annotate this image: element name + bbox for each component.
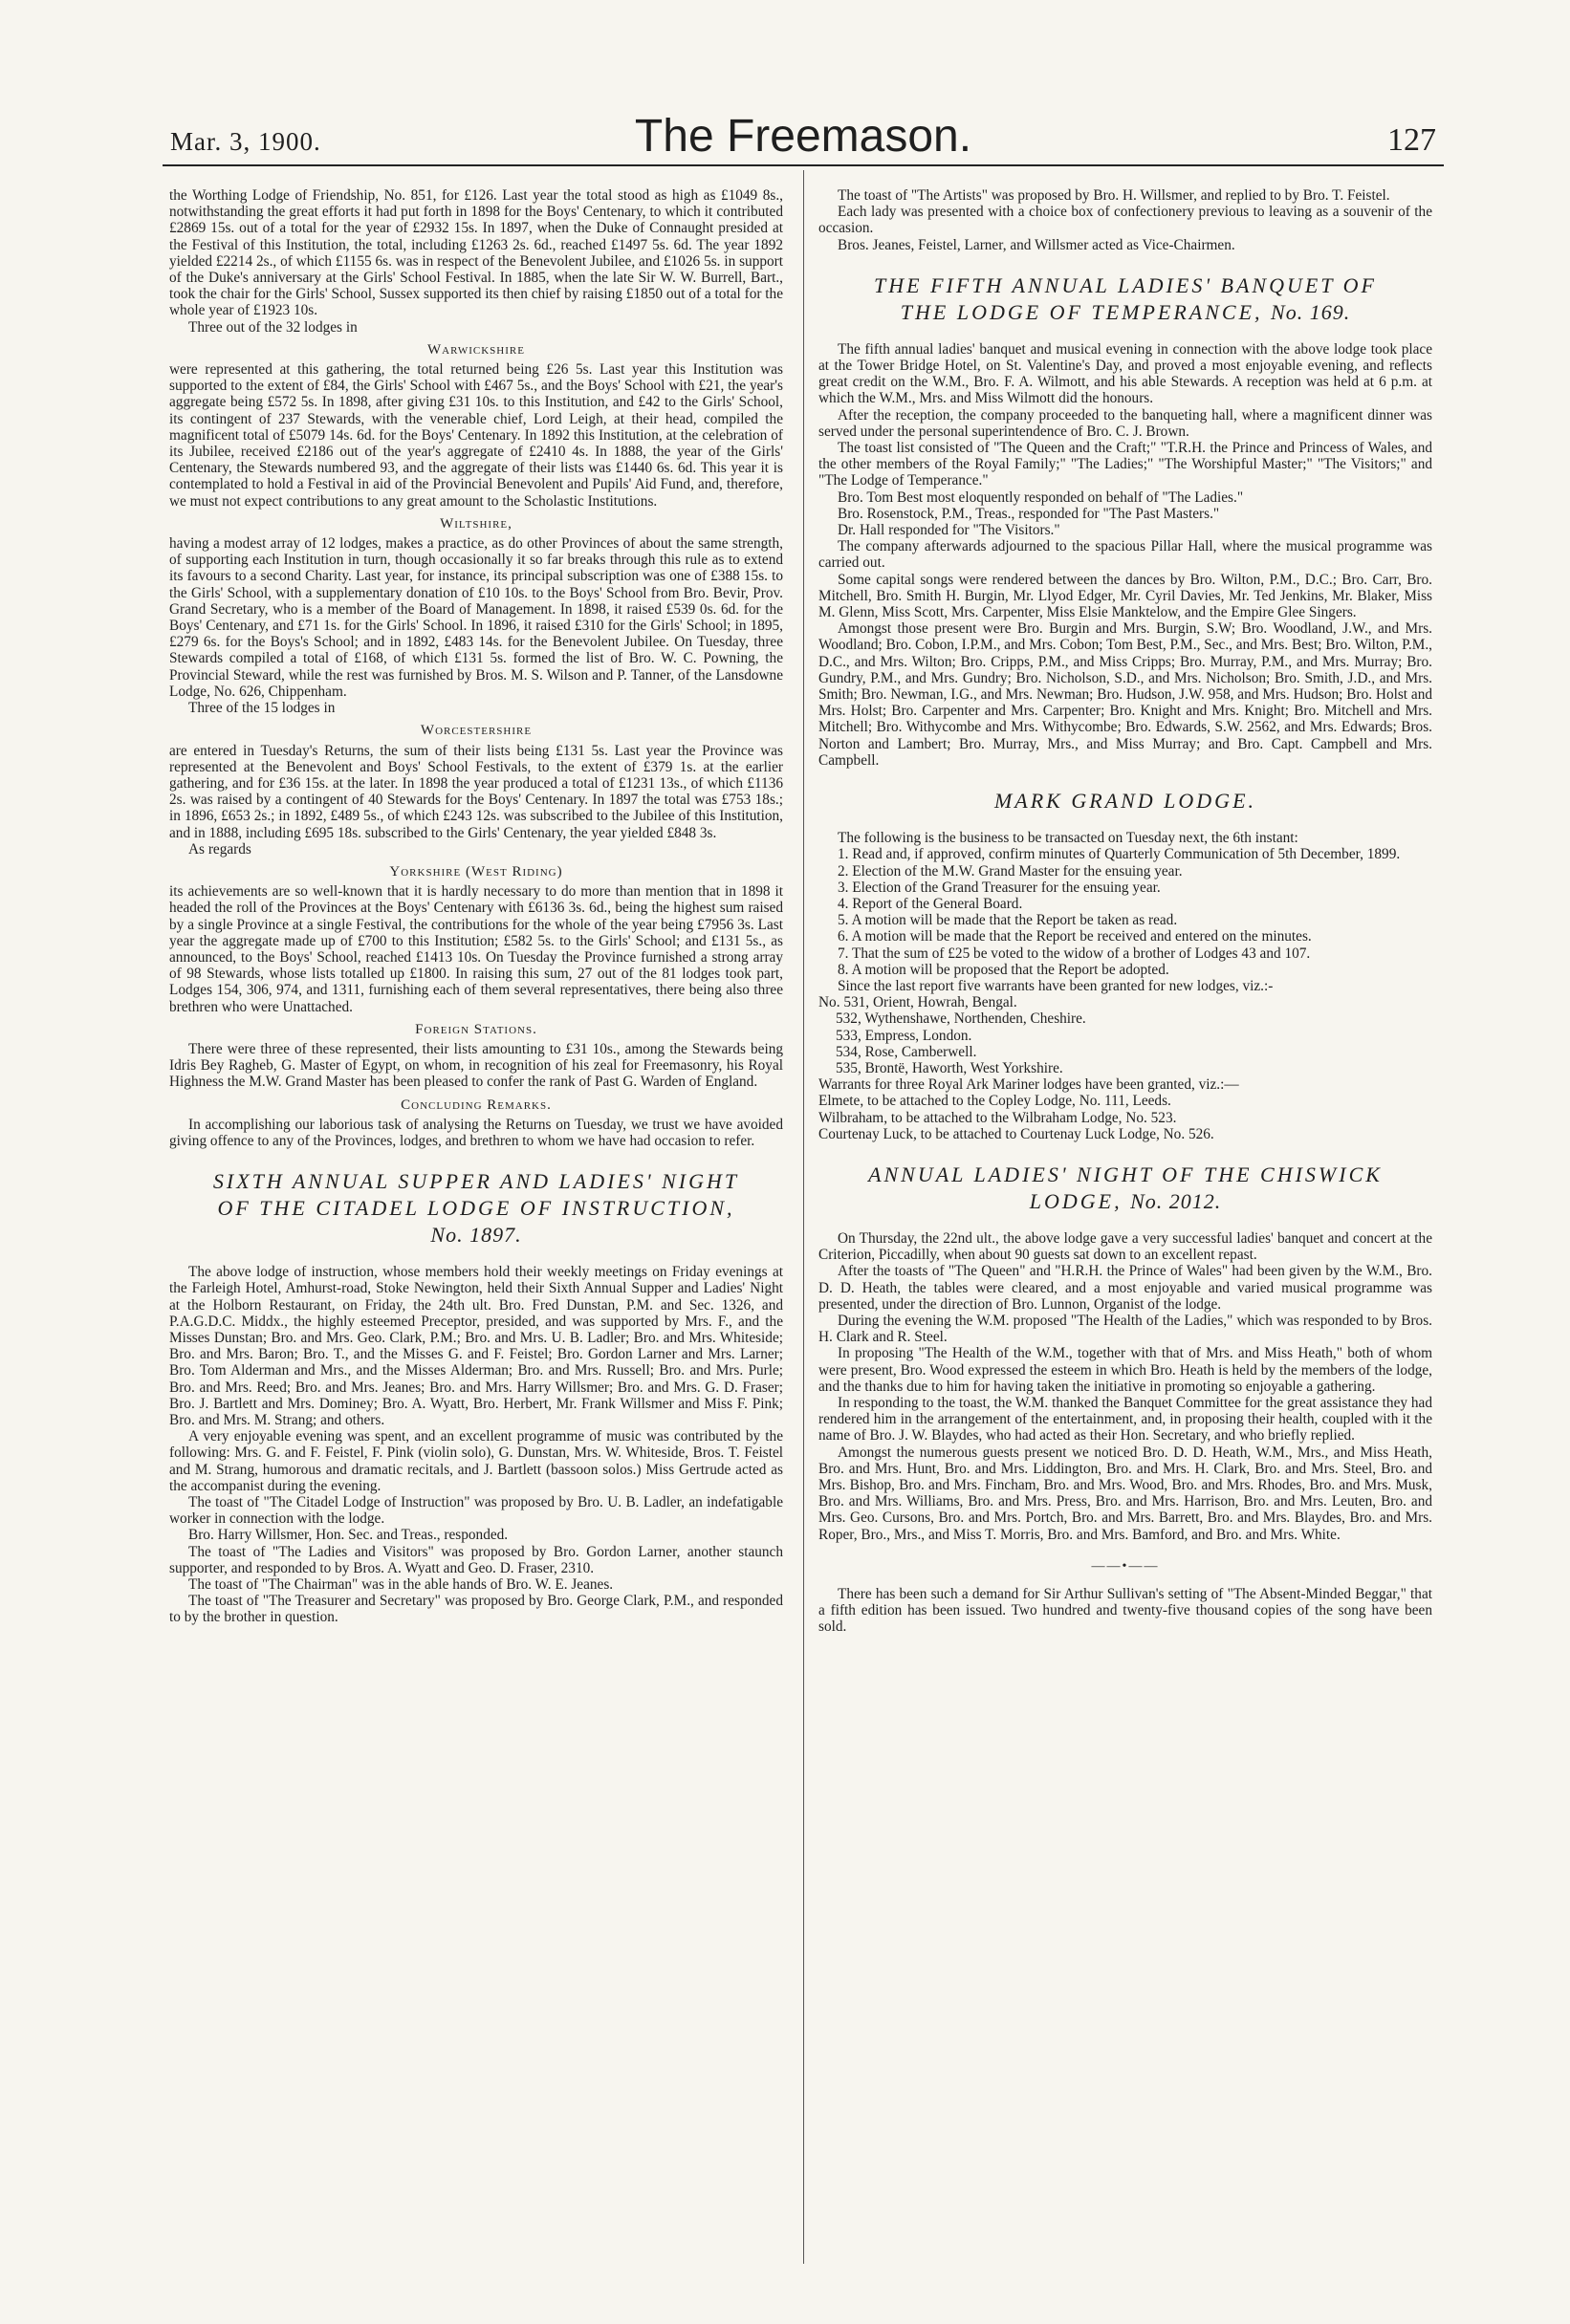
paragraph: Some capital songs were rendered between the dances by Bro. Wilton, P.M., D.C.; Bro. Carr, Bro. Mitchell, Bro. Smith H. Burgin, Mr. Llyod Edger, Mr. Cyril Davies, Mr. Ted Jenkins, Mr. Blaker, Miss M. Glenn, Miss Scott, Mrs. Carpenter, Miss Elsie Manktelow, and the Empire Glee Singers. [818,571,1432,621]
paragraph: A very enjoyable evening was spent, and an excellent programme of music was contributed by the following: Mrs. G. and F. Feistel, F. Pink (violin solo), G. Dunstan, Mrs. W. Whiteside, Bros. T. Feistel and M. Strang, humorous and dramatic recitals, and J. Bartlett (bassoon solos.) Miss Gertrude acted as the accompanist during the evening. [169,1428,783,1494]
heading-line: No. 1897. [430,1223,522,1248]
newspaper-title: The Freemason. [634,111,972,162]
paragraph: the Worthing Lodge of Friendship, No. 851, for £126. Last year the total stood as high as £1049 8s., notwithstanding the great efforts it had put forth in 1898 for the Boys' Centenary, to which it contributed £2869 15s. out of a total for the year of £2932 15s. In 1897, when the Duke of Connaught presided at the Festival of this Institution, the total, including £1263 2s. 6d., reached £1497 5s. 6d. The year 1892 yielded £2214 2s., of which £1155 6s. was in respect of the Benevolent Jubilee, and £1026 5s. in support of the Duke's anniversary at the Girls' School Festival. In 1885, when the late Sir W. W. Burrell, Bart., took the chair for the Girls' School, Sussex supported its then chief by raising £1850 out of a total for the whole year of £1923 10s. [169,187,783,319]
left-column [169,187,783,1626]
masthead-rule [163,164,1444,166]
paragraph: In accomplishing our laborious task of analysing the Returns on Tuesday, we trust we have avoided giving offence to any of the Provinces, lodges, and brethren to whom we have had occasion to refer. [169,1116,783,1149]
list-item: 7. That the sum of £25 be voted to the widow of a brother of Lodges 43 and 107. [838,945,1311,962]
heading-line: THE FIFTH ANNUAL LADIES' BANQUET OF [874,272,1377,297]
paragraph: The company afterwards adjourned to the spacious Pillar Hall, where the musical programme was carried out. [818,538,1432,572]
article-heading-citadel-lodge [169,1168,783,1249]
paragraph: After the toasts of "The Queen" and "H.R.H. the Prince of Wales" had been given by the W.M., Bro. D. D. Heath, the tables were cleared, and a most enjoyable and varied musical programme was presented, under the direction of Bro. Lunnon, Organist of the lodge. [818,1263,1432,1313]
subheading-foreign-stations: Foreign Stations. [415,1021,537,1037]
warrant-item: 535, Brontë, Haworth, West Yorkshire. [836,1059,1063,1076]
list-item: 8. A motion will be proposed that the Report be adopted. [838,961,1169,978]
paragraph: The fifth annual ladies' banquet and musical evening in connection with the above lodge took place at the Tower Bridge Hotel, on St. Valentine's Day, and proved a most enjoyable evening, and reflects great credit on the W.M., Bro. F. A. Wilmott, and his able Stewards. A reception was held at 6 p.m. at which the W.M., Mrs. and Miss Wilmott did the honours. [818,340,1432,407]
paragraph: As regards [188,840,251,858]
heading-line: SIXTH ANNUAL SUPPER AND LADIES' NIGHT [212,1169,740,1194]
list-item: 6. A motion will be made that the Report be received and entered on the minutes. [838,928,1312,945]
warrant-item: 532, Wythenshawe, Northenden, Cheshire. [836,1010,1086,1028]
heading-line [818,299,1432,326]
paragraph: Bros. Jeanes, Feistel, Larner, and Willsmer acted as Vice-Chairmen. [838,236,1235,253]
paragraph: The above lodge of instruction, whose members hold their weekly meetings on Friday evenings at the Farleigh Hotel, Amhurst-road, Stoke Newington, held their Sixth Annual Supper and Ladies' Night at the Holborn Restaurant, on Friday, the 24th ult. Bro. Fred Dunstan, P.M. and Sec. 1326, and P.A.G.D.C. Middx., the highly esteemed Preceptor, presided, and was supported by Mrs. F., and the Misses Dunstan; Bro. and Mrs. Geo. Clark, P.M.; Bro. and Mrs. U. B. Ladler; Bro. and Mrs. Whiteside; Bro. and Mrs. Baron; Bro. T., and the Misses G. and F. Feistel; Bro. Gordon Larner and Mrs. Larner; Bro. Tom Alderman and Mrs., and the Misses Alderman; Bro. and Mrs. Russell; Bro. and Mrs. Purle; Bro. and Mrs. Reed; Bro. and Mrs. Jeanes; Bro. and Mrs. Harry Willsmer; Bro. and Mrs. G. D. Fraser; Bro. J. Bartlett and Mrs. Dominey; Bro. A. Wyatt, Bro. Herbert, Mr. Frank Willsmer and Miss F. Pink; Bro. and Mrs. M. Strang; and others. [169,1264,783,1428]
list-item: 5. A motion will be made that the Report be taken as read. [838,912,1178,929]
subheading-yorkshire: Yorkshire (West Riding) [389,863,563,880]
paragraph: The toast of "The Chairman" was in the able hands of Bro. W. E. Jeanes. [188,1576,614,1594]
paragraph: Amongst those present were Bro. Burgin and Mrs. Burgin, S.W; Bro. Woodland, J.W., and Mrs. Woodland; Bro. Cobon, I.P.M., and Mrs. Cobon; Tom Best, P.M., Sec., and Mrs. Best; Bro. Wilton, P.M., D.C., and Mrs. Wilton; Bro. Cripps, P.M., and Miss Cripps; Bro. Murray, P.M., and Mrs. Murray; Bro. Gundry, P.M., and Mrs. Gundry; Bro. Nicholson, S.D., and Mrs. Nicholson; Bro. Smith, J.D., and Mrs. Smith; Bro. Newman, I.G., and Mrs. Newman; Bro. Hudson, J.W. 958, and Mrs. Hudson; Bro. Holst and Mrs. Holst; Bro. Carpenter and Mrs. Carpenter; Bro. Knight and Mrs. Knight; Bro. Mitchell and Mrs. Mitchell; Bro. Withycombe and Mrs. Withycombe; Bro. Edwards, S.W. 2562, and Mrs. Edwards; Bros. Norton and Lambert; Bro. Murray, Mrs., and Miss Murray; and Bro. Capt. Campbell and Mrs. Campbell. [818,620,1432,769]
paragraph: Warrants for three Royal Ark Mariner lodges have been granted, viz.:— [818,1076,1239,1094]
warrant-item: 534, Rose, Camberwell. [836,1043,977,1060]
article-heading-lodge-of-temperance [818,272,1432,326]
paragraph: After the reception, the company proceeded to the banqueting hall, where a magnificent dinner was served under the personal superintendence of Bro. C. J. Brown. [818,406,1432,440]
paragraph: During the evening the W.M. proposed "The Health of the Ladies," which was responded to by Bros. H. Clark and R. Steel. [818,1312,1432,1346]
column-divider [803,170,804,2264]
heading-lodge-number: No. 2012. [1130,1188,1222,1213]
paragraph: Bro. Tom Best most eloquently responded on behalf of "The Ladies." [838,489,1244,506]
paragraph: There were three of these represented, their lists amounting to £31 10s., among the Stewards being Idris Bey Ragheb, G. Master of Egypt, on whom, in recognition of his zeal for Freemasonry, his Royal Highness the M.W. Grand Master has been pleased to confer the rank of Past G. Warden of England. [169,1040,783,1091]
paragraph: In responding to the toast, the W.M. thanked the Banquet Committee for the great assistance they had rendered him in the arrangement of the entertainment, and, in proposing their health, coupled with it the name of Bro. J. W. Blaydes, who had acted as their Hon. Secretary, and who briefly replied. [818,1394,1432,1444]
business-list [818,830,1432,1142]
subheading-warwickshire: Warwickshire [427,341,525,358]
paragraph: Three out of the 32 lodges in [188,318,358,336]
heading-text: THE LODGE OF TEMPERANCE, [900,299,1263,324]
paragraph: its achievements are so well-known that it is hardly necessary to do more than mention that in 1898 it headed the roll of the Provinces at the Boys' Centenary with £6136 3s. 6d., being the highest sum raised by a single Province at a single Festival, the contributions for the whole of the year being £7956 3s. Last year the aggregate made up of £700 to this Institution; £582 5s. to the Girls' School; and £131 5s., as announced, to the Boys' School, reached £1413 10s. On Tuesday the Province furnished a strong array of 98 Stewards, whose lists totalled up £1800. In raising this sum, 27 out of the 81 lodges took part, Lodges 154, 306, 974, and 1311, furnishing each of them several representatives, there being also three brethren who were Unattached. [169,883,783,1015]
paragraph: The toast of "The Citadel Lodge of Instruction" was proposed by Bro. U. B. Ladler, an indefatigable worker in connection with the lodge. [169,1494,783,1528]
heading-line [818,1188,1432,1215]
heading-line: OF THE CITADEL LODGE OF INSTRUCTION, [217,1196,735,1221]
paragraph: Courtenay Luck, to be attached to Courtenay Luck Lodge, No. 526. [818,1125,1214,1142]
paragraph: Wilbraham, to be attached to the Wilbraham Lodge, No. 523. [818,1109,1177,1126]
heading-text: LODGE, [1029,1188,1123,1213]
list-item: 2. Election of the M.W. Grand Master for the ensuing year. [838,862,1183,880]
paragraph: The toast of "The Treasurer and Secretary" was proposed by Bro. George Clark, P.M., and responded to by the brother in question. [169,1593,783,1626]
paragraph: The toast of "The Artists" was proposed by Bro. H. Willsmer, and replied to by Bro. T. Feistel. [838,187,1390,204]
heading-lodge-number: No. 169. [1271,299,1351,324]
paragraph: Dr. Hall responded for "The Visitors." [838,522,1060,539]
paragraph: The toast list consisted of "The Queen and the Craft;" "T.R.H. the Prince and Princess of Wales, and the other members of the Royal Family;" "The Ladies;" "The Worshipful Master;" "The Visitors;" and "The Lodge of Temperance." [818,440,1432,489]
paragraph: Since the last report five warrants have been granted for new lodges, viz.:- [838,977,1274,994]
paragraph: Amongst the numerous guests present we noticed Bro. D. D. Heath, W.M., Mrs., and Miss Heath, Bro. and Mrs. Hunt, Bro. and Mrs. Liddington, Bro. and Mrs. H. Clark, Bro. and Mrs. Steel, Bro. and Mrs. Bishop, Bro. and Mrs. Fincham, Bro. and Mrs. Wood, Bro. and Mrs. Rhodes, Bro. and Mrs. Musk, Bro. and Mrs. Williams, Bro. and Mrs. Press, Bro. and Mrs. Harrison, Bro. and Mrs. Leuten, Bro. and Mrs. Geo. Cursons, Bro. and Mrs. Portch, Bro. and Mrs. Barrett, Bro. and Mrs. Blaydes, Bro. and Mrs. Roper, Bro., Mrs., and Miss T. Morris, Bro. and Mrs. Bamford, and Bro. and Mrs. White. [818,1444,1432,1543]
paragraph: Bro. Harry Willsmer, Hon. Sec. and Treas., responded. [188,1527,509,1544]
heading-line: ANNUAL LADIES' NIGHT OF THE CHISWICK [868,1162,1383,1186]
paragraph: having a modest array of 12 lodges, makes a practice, as do other Provinces of about the same strength, of supporting each Institution in turn, though occasionally it so far breaks through this rule as to extend its favours to a second Charity. Last year, for instance, its principal subscription was one of £388 15s. to the Girls' School, with a supplementary donation of £10 10s. to the Boys' School from Bro. Bevir, Prov. Grand Secretary, who is a member of the Board of Management. In 1898, it raised £539 0s. 6d. for the Boys' Centenary, and £71 1s. for the Girls' School. In 1896, it raised £310 for the Girls' School; in 1895, £279 6s. for the Boys's School; and in 1892, £483 14s. for the Benevolent Jubilee. On Tuesday, three Stewards compiled a total of £168, of which £131 5s. formed the list of Bro. W. C. Powning, the Provincial Steward, while the rest was furnished by Bros. M. S. Wilson and P. Tanner, of the Lansdowne Lodge, No. 626, Chippenham. [169,535,783,700]
list-item: 3. Election of the Grand Treasurer for the ensuing year. [838,879,1161,896]
paragraph: Each lady was presented with a choice box of confectionery previous to leaving as a souvenir of the occasion. [818,204,1432,237]
right-column [818,187,1432,1636]
article-heading-mark-grand-lodge: MARK GRAND LODGE. [993,789,1257,814]
warrant-item: No. 531, Orient, Howrah, Bengal. [818,994,1017,1011]
paragraph: On Thursday, the 22nd ult., the above lodge gave a very successful ladies' banquet and concert at the Criterion, Piccadilly, when about 90 guests sat down to an excellent repast. [818,1229,1432,1264]
list-item: 1. Read and, if approved, confirm minutes of Quarterly Communication of 5th December, 1899. [838,846,1401,863]
paragraph: Bro. Rosenstock, P.M., Treas., responded for "The Past Masters." [838,505,1220,522]
paragraph: There has been such a demand for Sir Arthur Sullivan's setting of "The Absent-Minded Beggar," that a fifth edition has been issued. Two hundred and twenty-five thousand copies of the song have been sold. [818,1586,1432,1636]
warrant-item: 533, Empress, London. [836,1027,972,1044]
paragraph: are entered in Tuesday's Returns, the sum of their lists being £131 5s. Last year the Province was represented at the Benevolent and Boys' School Festivals, to the extent of £379 1s. at the earlier gathering, and for £36 15s. at the later. In 1898 the year produced a total of £1231 13s., of which £1136 2s. was raised by a contingent of 40 Stewards for the Boys' Centenary. In 1897 the total was £753 18s.; in 1896, £653 2s.; in 1892, £489 5s., of which £243 12s. was subscribed to the Jubilee of this Institution, and in 1888, including £695 18s. subscribed to the Girls' Centenary, the year yielded £848 3s. [169,742,783,841]
issue-date: Mar. 3, 1900. [170,127,321,156]
paragraph: In proposing "The Health of the W.M., together with that of Mrs. and Miss Heath," both of whom were present, Bro. Wood expressed the esteem in which Bro. Heath is held by the members of the lodge, and the thanks due to him for having taken the initiative in promoting so enjoyable a gathering. [818,1345,1432,1395]
subheading-concluding-remarks: Concluding Remarks. [401,1097,552,1113]
paragraph: The following is the business to be transacted on Tuesday next, the 6th instant: [838,830,1298,847]
article-heading-chiswick-lodge [818,1162,1432,1215]
paragraph: The toast of "The Ladies and Visitors" was proposed by Bro. Gordon Larner, another staunch supporter, and responded to by Bros. A. Wyatt and Geo. D. Fraser, 2310. [169,1543,783,1576]
masthead [163,107,1444,163]
section-divider: ——•—— [1091,1558,1160,1574]
subheading-worcestershire: Worcestershire [420,723,533,739]
paragraph: Three of the 15 lodges in [188,700,336,717]
subheading-wiltshire: Wiltshire, [440,515,512,532]
paragraph: were represented at this gathering, the total returned being £26 5s. Last year this Institution was supported to the extent of £84, the Girls' School with £467 5s., and the Boys' School with £21, the year's aggregate being £572 5s. In 1898, after giving £31 10s. to this Institution, and £42 to the Girls' School, its contingent of 237 Stewards, with the venerable chief, Lord Leigh, at their head, compiled the magnificent total of £5079 14s. 6d. for the Boys' Centenary. In 1892 this Institution, at the celebration of its Jubilee, received £2186 out of the year's aggregate of £2410 4s. In 1888, the year of the Girls' Centenary, the Stewards numbered 93, and the aggregate of their lists was £1440 6s. 6d. This year it is contemplated to hold a Festival in aid of the Provincial Benevolent and Pupils' Aid Fund, and, therefore, we must not expect contributions to any great amount to the Scholastic Institutions. [169,361,783,510]
list-item: 4. Report of the General Board. [838,895,1023,912]
page-number: 127 [1387,122,1436,158]
paragraph: Elmete, to be attached to the Copley Lodge, No. 111, Leeds. [818,1093,1171,1110]
